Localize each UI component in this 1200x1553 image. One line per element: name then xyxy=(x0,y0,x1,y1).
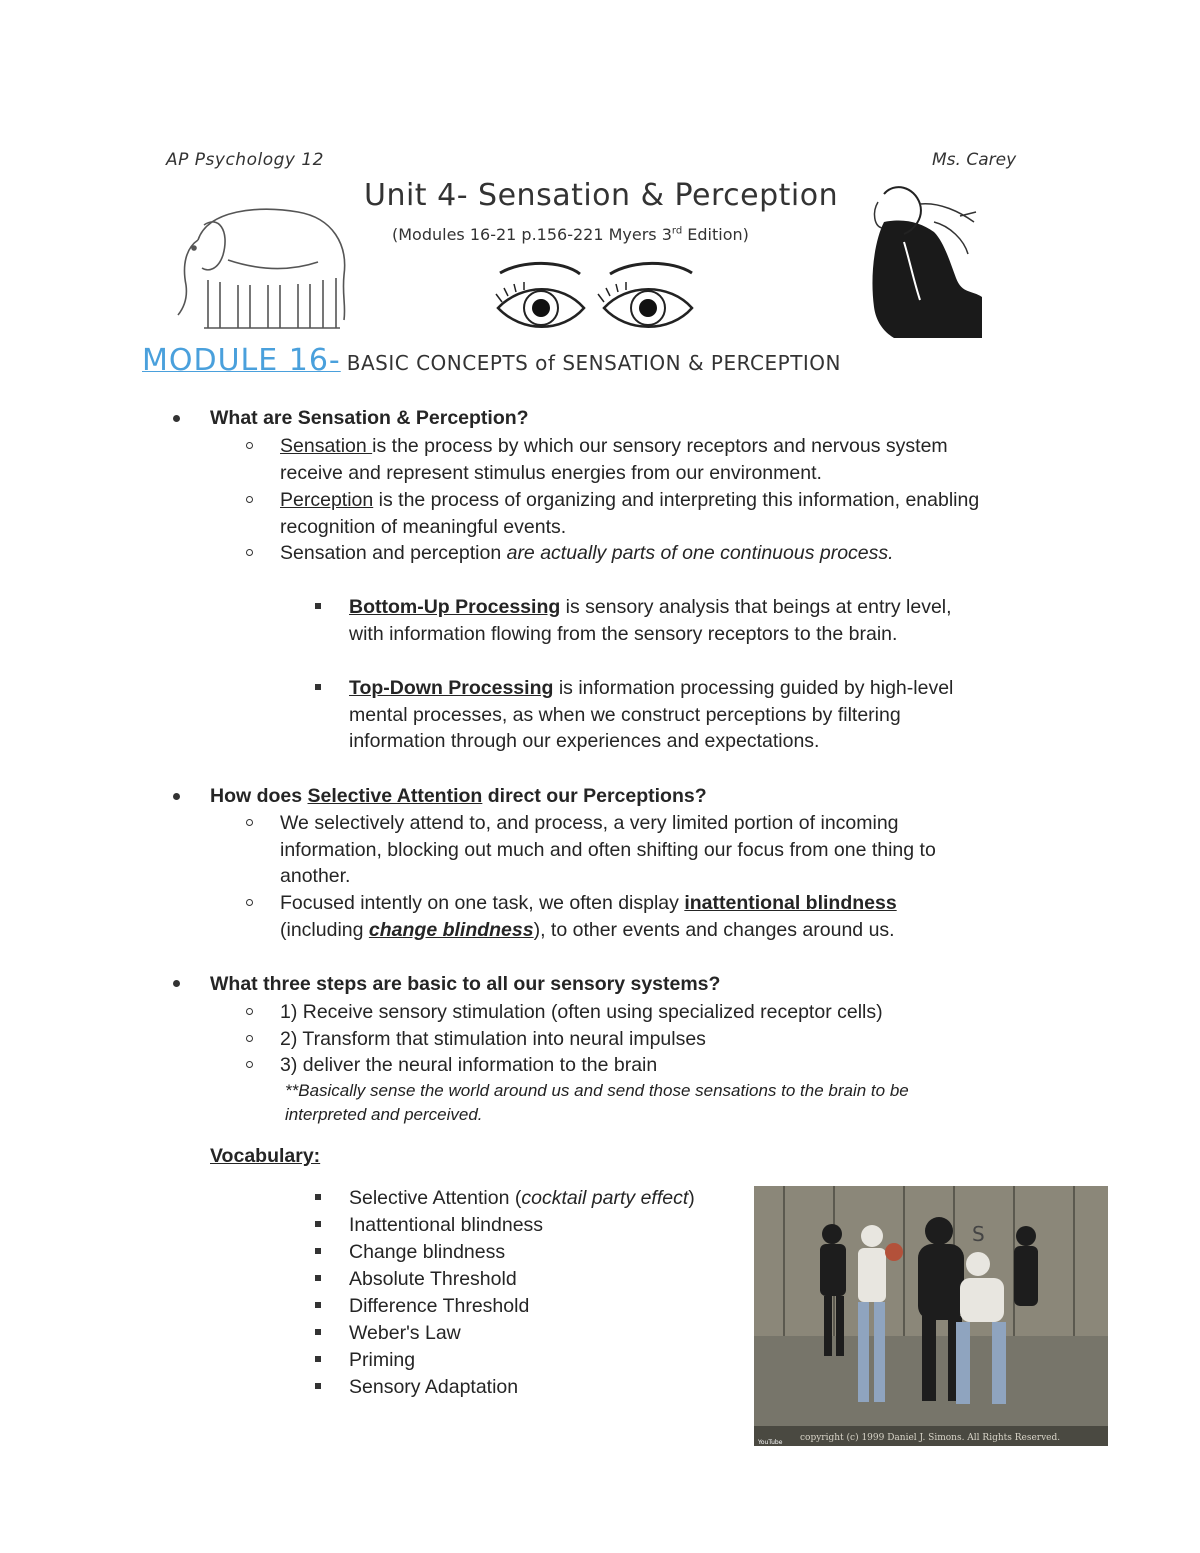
bullet-square xyxy=(315,1248,321,1254)
bullet-circle xyxy=(246,549,253,556)
page-title: Unit 4- Sensation & Perception xyxy=(364,178,839,213)
steps-note: **Basically sense the world around us and send those sensations to the brain to be interpreted and perceived. xyxy=(285,1081,909,1124)
bullet-circle xyxy=(246,1008,253,1015)
bullet-square xyxy=(315,1194,321,1200)
vocab-item: Weber's Law xyxy=(349,1322,461,1344)
module-number: MODULE 16- xyxy=(142,343,341,378)
continuous-process-statement: Sensation and perception are actually parts of one continuous process. xyxy=(280,542,894,564)
photo-corner-label: YouTube xyxy=(758,1439,783,1446)
bullet-square xyxy=(315,1221,321,1227)
vocab-item: Sensory Adaptation xyxy=(349,1376,519,1398)
bullet-circle xyxy=(246,899,253,906)
module-heading xyxy=(142,343,841,378)
bullet-dot xyxy=(173,793,180,800)
vocab-item: Inattentional blindness xyxy=(349,1214,544,1236)
eyes-image xyxy=(492,258,697,343)
vocab-item: Difference Threshold xyxy=(349,1295,530,1317)
bullet-square xyxy=(315,1356,321,1362)
bullet-circle xyxy=(246,1035,253,1042)
bullet-dot xyxy=(173,415,180,422)
bottom-up-processing-definition: Bottom-Up Processing is sensory analysis that beings at entry level, with information flowing from the sensory receptors to the brain. xyxy=(349,596,952,645)
bullet-circle xyxy=(246,496,253,503)
inattentional-blindness-statement: Focused intently on one task, we often display inattentional blindness (including change blindness), to other events and changes around us. xyxy=(280,892,897,941)
page-subtitle: (Modules 16-21 p.156-221 Myers 3rd Edition) xyxy=(392,225,749,244)
bullet-square xyxy=(315,1329,321,1335)
bullet-dot xyxy=(173,980,180,987)
bullet-circle xyxy=(246,1061,253,1068)
vocab-item: Change blindness xyxy=(349,1241,506,1263)
bullet-square xyxy=(315,1275,321,1281)
section-question-sensation-perception: What are Sensation & Perception? xyxy=(210,407,529,429)
bullet-square xyxy=(315,1383,321,1389)
bullet-circle xyxy=(246,819,253,826)
teacher-name: Ms. Carey xyxy=(932,150,1017,170)
bullet-circle xyxy=(246,442,253,449)
photo-caption: copyright (c) 1999 Daniel J. Simons. All Rights Reserved. xyxy=(800,1433,1061,1443)
vocab-item: Priming xyxy=(349,1349,416,1371)
step-3: 3) deliver the neural information to the brain xyxy=(280,1054,658,1076)
module-title: BASIC CONCEPTS of SENSATION & PERCEPTION xyxy=(346,351,842,375)
vocab-item: Absolute Threshold xyxy=(349,1268,517,1290)
top-down-processing-definition: Top-Down Processing is information processing guided by high-level mental processes, as when we construct perceptions by filtering information through our experiences and expectations. xyxy=(349,677,954,752)
bullet-square xyxy=(315,684,321,690)
invisible-gorilla-photo xyxy=(754,1186,1108,1446)
section-question-three-steps: What three steps are basic to all our sensory systems? xyxy=(210,973,721,995)
elephant-illusion-image xyxy=(168,200,354,335)
wall-letter: S xyxy=(972,1222,985,1246)
course-name: AP Psychology 12 xyxy=(166,150,324,170)
step-2: 2) Transform that stimulation into neural impulses xyxy=(280,1028,706,1050)
section-question-selective-attention: How does Selective Attention direct our Perceptions? xyxy=(210,785,707,807)
step-1: 1) Receive sensory stimulation (often using specialized receptor cells) xyxy=(280,1001,883,1023)
vocab-item: Selective Attention (cocktail party effect) xyxy=(349,1187,695,1209)
perception-definition: Perception is the process of organizing and interpreting this information, enabling recognition of meaningful events. xyxy=(280,489,980,538)
bullet-square xyxy=(315,603,321,609)
bullet-square xyxy=(315,1302,321,1308)
selective-attention-statement: We selectively attend to, and process, a very limited portion of incoming information, blocking out much and often shifting our focus from one thing to another. xyxy=(280,812,936,887)
sensation-definition: Sensation is the process by which our sensory receptors and nervous system receive and represent stimulus energies from our environment. xyxy=(280,435,948,484)
old-young-woman-illusion-image xyxy=(864,182,982,338)
vocabulary-heading: Vocabulary: xyxy=(210,1145,321,1167)
